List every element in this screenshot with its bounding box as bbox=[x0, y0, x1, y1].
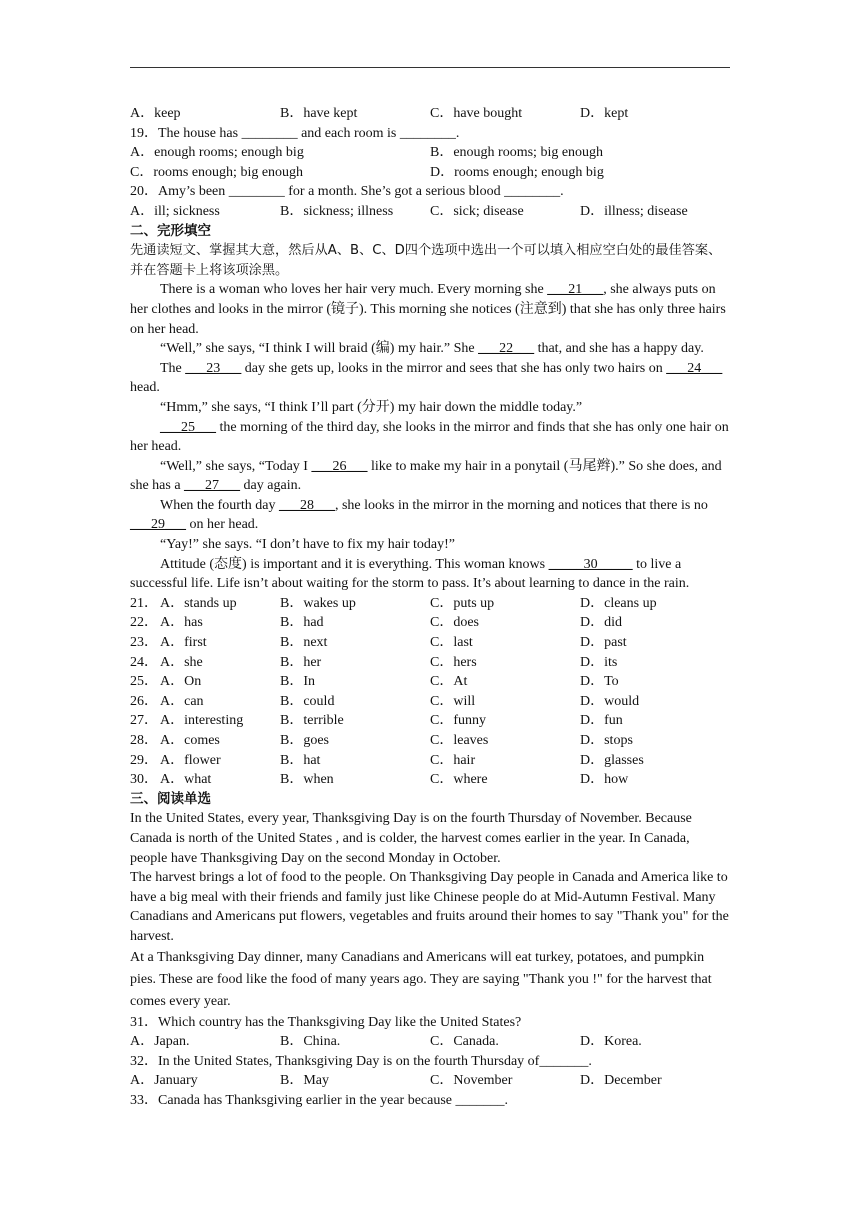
q19-stem: 19．The house has ________ and each room is ________. bbox=[130, 125, 460, 141]
option-d: D．illness; disease bbox=[580, 203, 688, 219]
blank-23: ___23___ bbox=[185, 360, 242, 376]
question-row: 22． A．has B．had C．does D．did bbox=[130, 615, 622, 631]
cloze-paragraph-5: ___25___ the morning of the third day, she looks in the mirror and finds that she has only one hair on her head. bbox=[130, 419, 729, 455]
cloze-paragraph-7: When the fourth day ___28___, she looks in the mirror in the morning and notices that there is no ___29___ on her head. bbox=[130, 497, 708, 533]
blank-28: ___28___ bbox=[278, 497, 335, 513]
option-d: D．December bbox=[580, 1073, 662, 1089]
option-c: C．have bought bbox=[430, 106, 523, 121]
q20-stem: 20．Amy’s been ________ for a month. She’s got a serious blood ________. bbox=[130, 184, 564, 200]
q20-options bbox=[130, 202, 730, 222]
blank-26: ___26___ bbox=[311, 458, 368, 474]
option-a: A．Japan. bbox=[130, 1034, 190, 1050]
question-row: 28． A．comes B．goes C．leaves D．stops bbox=[130, 733, 633, 748]
q19-options-cd bbox=[130, 163, 730, 183]
q31-stem: 31．Which country has the Thanksgiving Day like the United States? bbox=[130, 1014, 522, 1030]
option-a: A．January bbox=[130, 1073, 198, 1089]
document-body bbox=[130, 104, 730, 1111]
question-row: 21． A．stands up B．wakes up C．puts up D．cleans up bbox=[130, 595, 657, 611]
option-a: A．keep bbox=[130, 106, 181, 121]
question-row: 23． A．first B．next C．last D．past bbox=[130, 635, 627, 651]
cloze-paragraph-1: There is a woman who loves her hair very much. Every morning she ___21___, she always puts on her clothes and looks in the mirror (镜子). This morning she notices (注意到) that she has only three hairs on her head. bbox=[130, 282, 726, 337]
section-3-title: 三、阅读单选 bbox=[130, 790, 211, 807]
cloze-paragraph-4: “Hmm,” she says, “I think I’ll part (分开) my hair down the middle today.” bbox=[160, 399, 583, 415]
q33-stem: 33．Canada has Thanksgiving earlier in the year because _______. bbox=[130, 1092, 509, 1108]
cloze-paragraph-3: The ___23___ day she gets up, looks in the mirror and sees that she has only two hairs on ___24___ head. bbox=[130, 360, 723, 396]
option-c: C．Canada. bbox=[430, 1034, 499, 1050]
question-row: 24． A．she B．her C．hers D．its bbox=[130, 654, 618, 670]
section-2-title: 二、完形填空 bbox=[130, 222, 211, 239]
q32-options bbox=[130, 1071, 730, 1091]
option-a: A．ill; sickness bbox=[130, 203, 220, 219]
option-d: D．rooms enough; enough big bbox=[430, 164, 604, 180]
q32-stem: 32．In the United States, Thanksgiving Day is on the fourth Thursday of_______. bbox=[130, 1053, 592, 1069]
blank-30: _____30_____ bbox=[548, 556, 633, 572]
reading-paragraph-2: The harvest brings a lot of food to the people. On Thanksgiving Day people in Canada and America like to have a big meal with their friends and family just like Chinese people do at Mid-Autumn Festival. Many Canadians and Americans put flowers, vegetables and fruits around their homes to say "Thank you" for the harvest. bbox=[130, 870, 729, 944]
cloze-paragraph-9: Attitude (态度) is important and it is everything. This woman knows _____30_____ to live a successful life. Life isn’t about waiting for the storm to pass. It’s about learning to dance in the rain. bbox=[130, 556, 690, 592]
option-d: D．Korea. bbox=[580, 1034, 642, 1050]
section-2-instruction: 先通读短文、掌握其大意，然后从A、B、C、D四个选项中选出一个可以填入相应空白处的最佳答案、并在答题卡上将该项涂黑。 bbox=[130, 243, 722, 278]
option-d: D．kept bbox=[580, 106, 629, 121]
blank-24: ___24___ bbox=[666, 360, 723, 376]
option-b: B．China. bbox=[280, 1034, 341, 1050]
blank-27: ___27___ bbox=[184, 478, 241, 494]
blank-22: ___22___ bbox=[478, 341, 535, 357]
option-b: B．May bbox=[280, 1073, 329, 1089]
option-b: B．enough rooms; big enough bbox=[430, 145, 604, 161]
question-row: 27． A．interesting B．terrible C．funny D．fun bbox=[130, 713, 623, 729]
header-rule bbox=[130, 67, 730, 68]
question-row: 25． A．On B．In C．At D．To bbox=[130, 674, 619, 690]
option-c: C．rooms enough; big enough bbox=[130, 164, 304, 180]
q31-options bbox=[130, 1032, 730, 1052]
q19-options-ab bbox=[130, 143, 730, 163]
question-row: 26． A．can B．could C．will D．would bbox=[130, 693, 640, 709]
option-b: B．have kept bbox=[280, 106, 358, 121]
reading-paragraph-1: In the United States, every year, Thanksgiving Day is on the fourth Thursday of November. Because Canada is north of the United States , and is colder, the harvest comes earlier in the year. In Canada, people have Thanksgiving Day on the second Monday in October. bbox=[130, 811, 692, 866]
option-a: A．enough rooms; enough big bbox=[130, 145, 304, 161]
cloze-paragraph-8: “Yay!” she says. “I don’t have to fix my hair today!” bbox=[160, 537, 455, 553]
q18-options bbox=[130, 104, 730, 124]
question-row: 30． A．what B．when C．where D．how bbox=[130, 772, 629, 788]
option-b: B．sickness; illness bbox=[280, 203, 394, 219]
option-c: C．November bbox=[430, 1073, 513, 1089]
blank-29: ___29___ bbox=[130, 517, 186, 533]
option-c: C．sick; disease bbox=[430, 203, 524, 219]
reading-paragraph-3: At a Thanksgiving Day dinner, many Canadians and Americans will eat turkey, potatoes, and pumpkin pies. These are food like the food of many years ago. They are saying "Thank you !" for the harvest that comes every year. bbox=[130, 949, 712, 1009]
cloze-paragraph-2: “Well,” she says, “I think I will braid (编) my hair.” She ___22___ that, and she has a happy day. bbox=[160, 341, 704, 357]
blank-21: ___21___ bbox=[547, 282, 604, 298]
question-row: 29． A．flower B．hat C．hair D．glasses bbox=[130, 752, 644, 768]
cloze-paragraph-6: “Well,” she says, “Today I ___26___ like to make my hair in a ponytail (马尾辫).” So she does, and she has a ___27___ day again. bbox=[130, 458, 722, 494]
cloze-questions bbox=[130, 594, 730, 790]
blank-25: ___25___ bbox=[160, 419, 216, 435]
